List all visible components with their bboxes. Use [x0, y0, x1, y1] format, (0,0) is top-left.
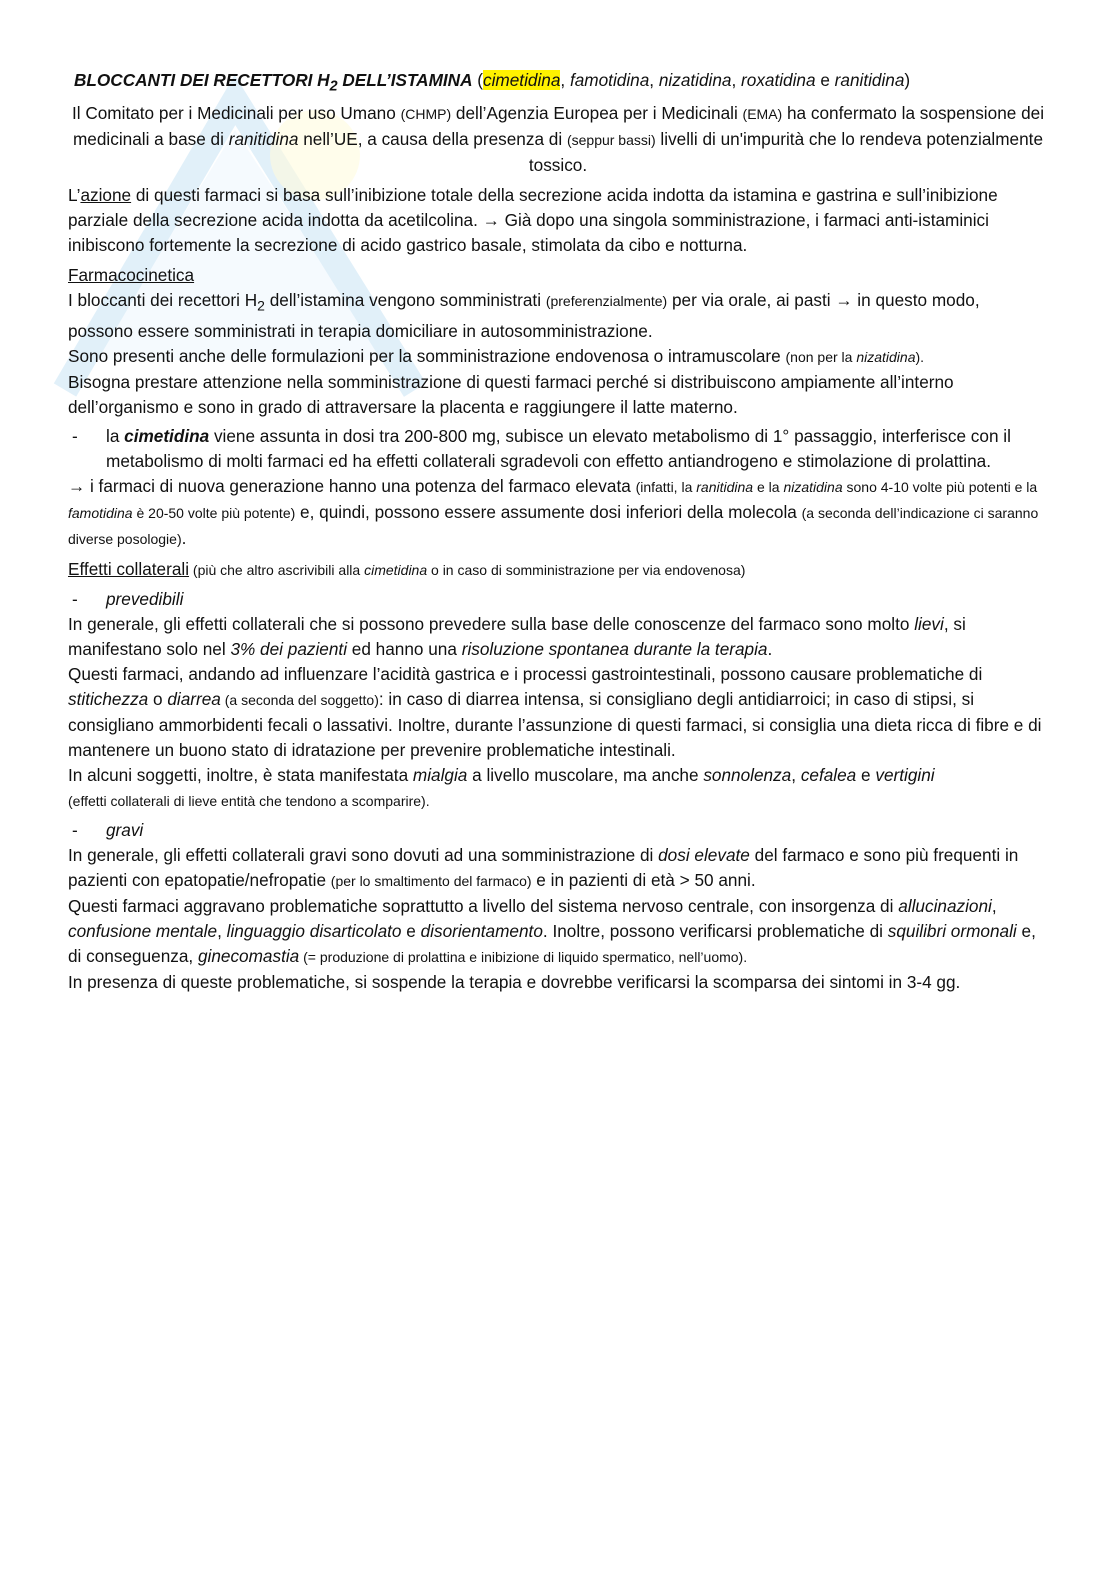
prevedibili-p2: Questi farmaci, andando ad influenzare l’acidità gastrica e i processi gastrointestinali, possono causare problematiche di stitichezza o diarrea (a seconda del soggetto): in caso di diarrea intensa, si consigliano degli antidiarroici; in caso di stipsi, si consigliano ammorbidenti fecali o lassativi. Inoltre, durante l’assunzione di questi farmaci, si consiglia una dieta ricca di fibre e di mantenere un buono stato di idratazione per prevenire problematiche intestinali.	[68, 663, 1042, 760]
gravi-p3: In presenza di queste problematiche, si sospende la terapia e dovrebbe verificarsi la scomparsa dei sintomi in 3-4 gg.	[68, 971, 961, 992]
list-item-text: la cimetidina viene assunta in dosi tra 200-800 mg, subisce un elevato metabolismo di 1° passaggio, interferisce con il metabolismo di molti farmaci ed ha effetti collaterali sgradevoli con effetto antiandrogeno e stimolazione di prolattina.	[106, 425, 1011, 471]
azione-paragraph: L’azione di questi farmaci si basa sull’inibizione totale della secrezione acida indotta da istamina e gastrina e sull’inibizione parziale della secrezione acida indotta da acetilcolina. → Già dopo una singola somministrazione, i farmaci anti-istaminici inibiscono fortemente la secrezione di acido gastrico basale, stimolata da cibo e notturna.	[68, 185, 998, 256]
highlighted-drug: cimetidina	[483, 70, 561, 90]
prevedibili-p3: In alcuni soggetti, inoltre, è stata manifestata mialgia a livello muscolare, ma anche sonnolenza, cefalea e vertigini (effetti collaterali di lieve entità che tendono a scomparire).	[68, 764, 935, 809]
bullet-dash: -	[72, 819, 78, 840]
list-item-prevedibili	[68, 587, 1048, 612]
arrow-icon: →	[482, 210, 500, 231]
azione-keyword: azione	[80, 185, 132, 206]
bullet-dash: -	[72, 588, 78, 609]
farmacocinetica-p3: Bisogna prestare attenzione nella somministrazione di questi farmaci perché si distribuiscono ampiamente all’interno dell’organismo e sono in grado di attraversare la placenta e raggiungere il latte materno.	[68, 371, 954, 417]
ema-notice: Il Comitato per i Medicinali per uso Umano (CHMP) dell’Agenzia Europea per i Medicinali (EMA) ha confermato la sospensione dei medicinali a base di ranitidina nell’UE, a causa della presenza di (seppur bassi) livelli di un'impurità che lo rendeva potenzialmente tossico.	[71, 103, 1045, 176]
farmacocinetica-p2: Sono presenti anche delle formulazioni per la somministrazione endovenosa o intramuscolare (non per la nizatidina).	[68, 345, 925, 366]
farmacocinetica-heading: Farmacocinetica	[68, 265, 195, 286]
farmacocinetica-p1: I bloccanti dei recettori $H_2$ dell’istamina vengono somministrati (preferenzialmente) per via orale, ai pasti → in questo modo, possono essere somministrati in terapia domiciliare in autosomministrazione.	[68, 290, 980, 341]
list-item-gravi	[68, 818, 1048, 843]
effetti-heading-line: Effetti collaterali (più che altro ascrivibili alla cimetidina o in caso di somministrazione per via endovenosa)	[68, 558, 746, 579]
prevedibili-p1: In generale, gli effetti collaterali che si possono prevedere sulla base delle conoscenze del farmaco sono molto lievi, si manifestano solo nel 3% dei pazienti ed hanno una risoluzione spontanea durante la terapia.	[68, 613, 966, 659]
arrow-icon: →	[68, 475, 86, 496]
arrow-icon: →	[835, 290, 853, 311]
farmacocinetica-p4: → i farmaci di nuova generazione hanno una potenza del farmaco elevata (infatti, la ranitidina e la nizatidina sono 4-10 volte più potenti e la famotidina è 20-50 volte più potente) e, quindi, possono essere assumente dosi inferiori della molecola (a seconda dell’indicazione ci saranno diverse posologie).	[68, 475, 1039, 548]
gravi-p2: Questi farmaci aggravano problematiche soprattutto a livello del sistema nervoso centrale, con insorgenza di allucinazioni, confusione mentale, linguaggio disarticolato e disorientamento. Inoltre, possono verificarsi problematiche di squilibri ormonali e, di conseguenza, ginecomastia (= produzione di prolattina e inibizione di liquido spermatico, nell’uomo).	[68, 895, 1036, 966]
section-title: BLOCCANTI DEI RECETTORI $H_2$ DELL’ISTAMINA (cimetidina, famotidina, nizatidina, roxatidina e ranitidina)	[74, 70, 911, 95]
bullet-dash: -	[72, 425, 78, 446]
subheading-prevedibili: prevedibili	[106, 588, 184, 609]
document-content	[68, 68, 1048, 995]
gravi-p1: In generale, gli effetti collaterali gravi sono dovuti ad una somministrazione di dosi elevate del farmaco e sono più frequenti in pazienti con epatopatie/nefropatie (per lo smaltimento del farmaco) e in pazienti di età > 50 anni.	[68, 844, 1019, 890]
list-item-cimetidina	[68, 424, 1048, 474]
subheading-gravi: gravi	[106, 819, 144, 840]
effetti-heading: Effetti collaterali	[68, 558, 190, 579]
